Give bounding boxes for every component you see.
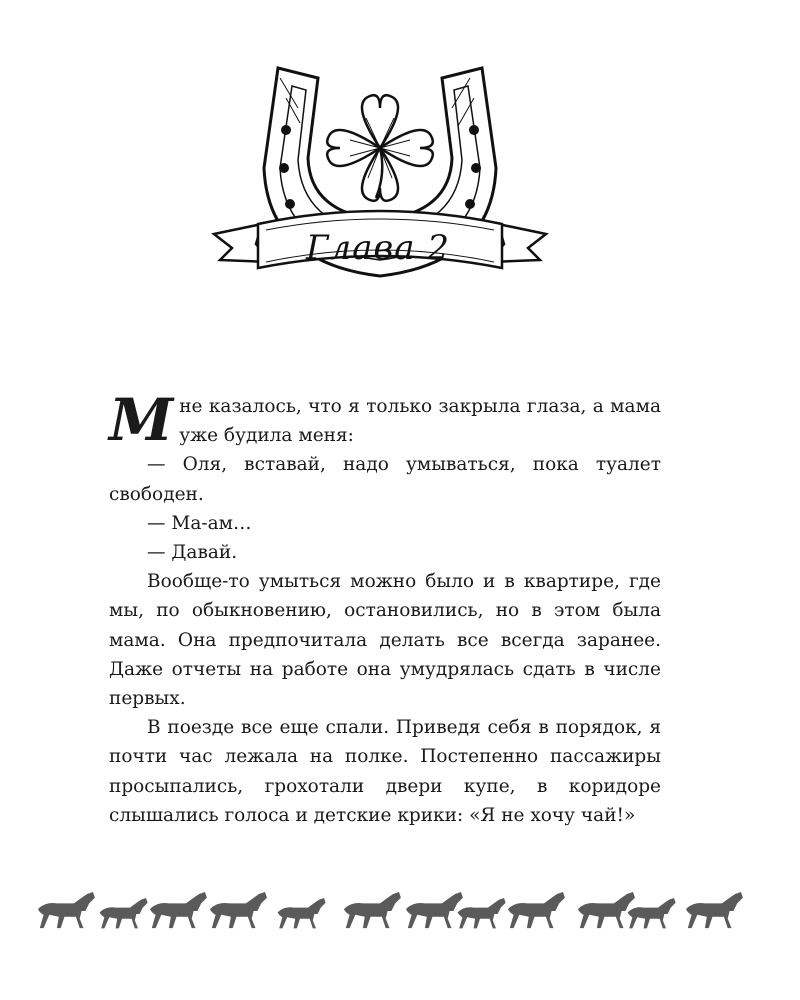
horse-icon: [406, 892, 463, 928]
horse-icon: [150, 892, 207, 928]
horse-icon: [686, 892, 743, 928]
horse-icon: [100, 898, 148, 928]
horse-icon: [278, 898, 326, 928]
horse-icon: [458, 898, 506, 928]
chapter-title: Глава 2: [306, 228, 450, 268]
horse-icon: [578, 892, 635, 928]
drop-cap: М: [109, 386, 174, 454]
paragraph-text: не казалось, что я только закрыла глаза, а мама уже будила меня:: [179, 396, 661, 447]
horse-icon: [38, 892, 95, 928]
horse-icon: [344, 892, 401, 928]
paragraph-4: — Давай.: [147, 542, 238, 564]
clover-icon: [327, 95, 433, 201]
paragraph-6: В поезде все еще спали. Приведя себя в порядок, я почти час лежала на полке. Постепенно пассажиры просыпались, грохотали двери купе, в коридоре слышались голоса и детские крики: «Я не хочу чай!»: [109, 717, 661, 826]
horse-frieze: [36, 884, 748, 930]
body-text: [109, 386, 661, 830]
horse-icon: [628, 898, 676, 928]
paragraph-1: [109, 386, 661, 454]
paragraph-3: — Ма-ам…: [147, 512, 252, 534]
horse-icon: [508, 892, 565, 928]
paragraph-2: — Оля, вставай, надо умываться, пока туалет свободен.: [109, 454, 661, 505]
paragraph-5: Вообще-то умыться можно было и в квартире, где мы, по обыкновению, остановились, но в этом была мама. Она предпочитала делать все всегда заранее. Даже отчеты на работе она умудрялась сдать в числе первых.: [109, 571, 661, 710]
horse-icon: [210, 892, 267, 928]
